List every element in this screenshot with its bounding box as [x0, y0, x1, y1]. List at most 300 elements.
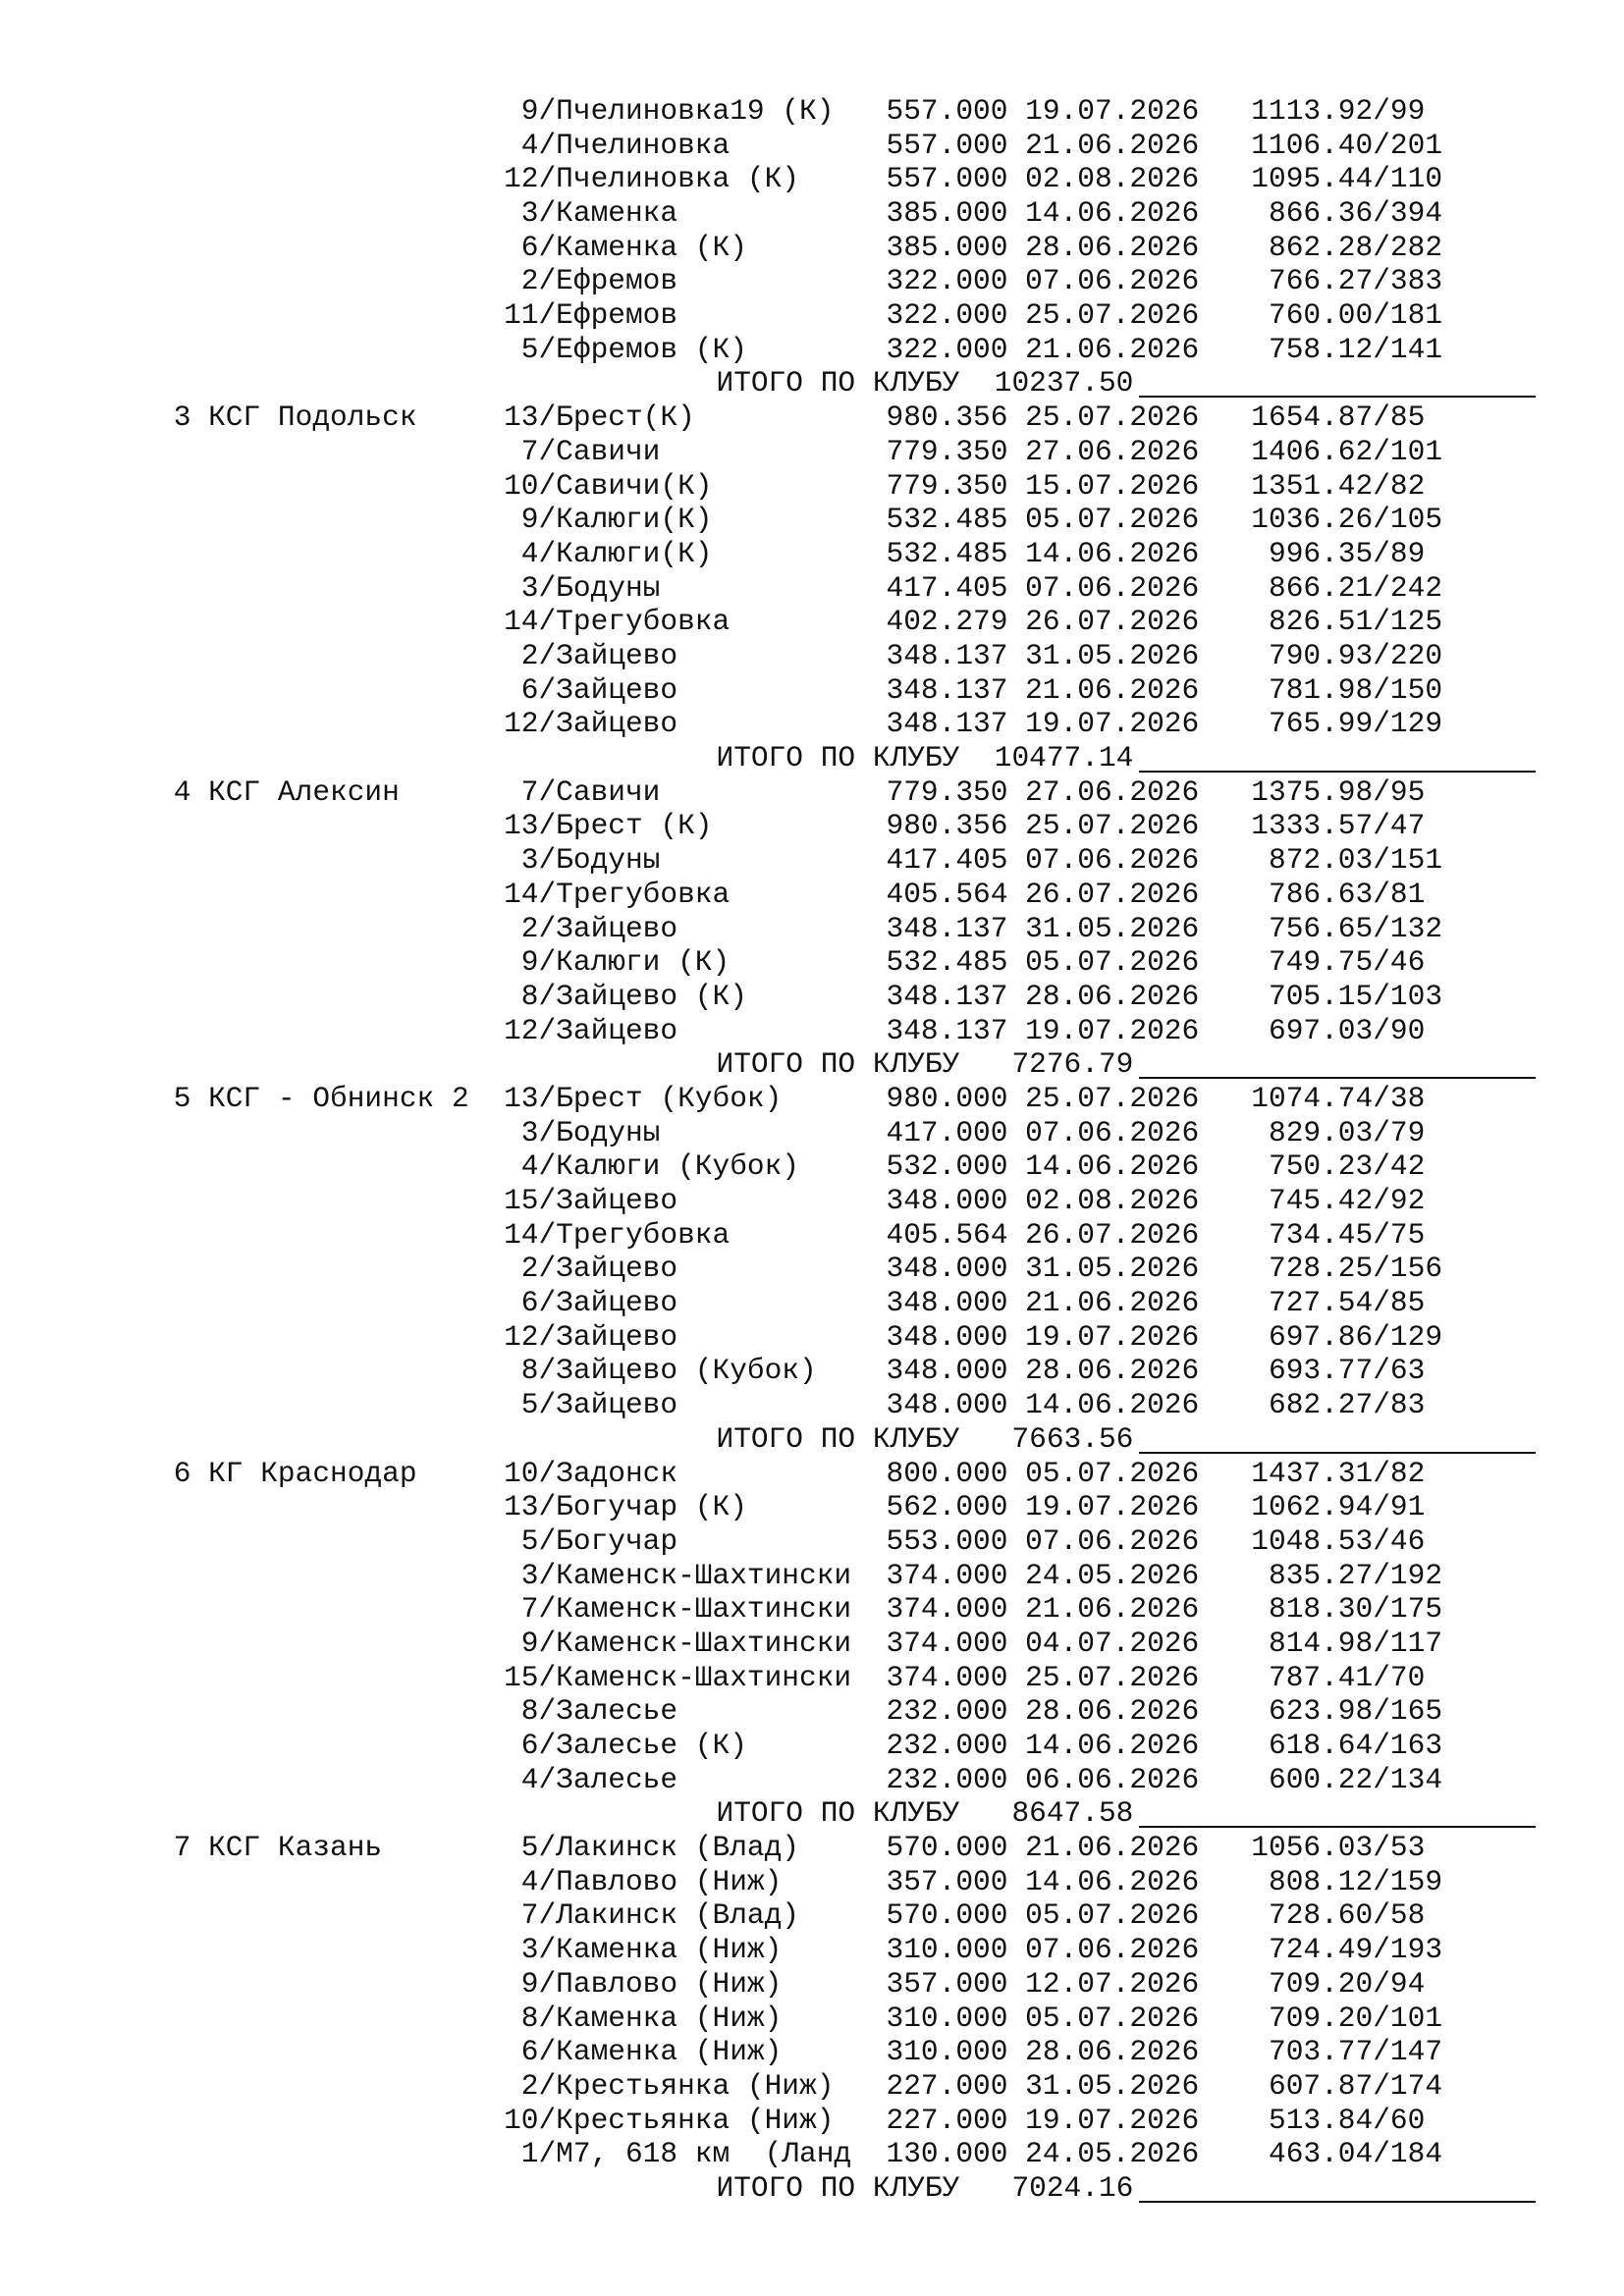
race-result: 787.41/70	[1251, 1660, 1426, 1694]
result-row	[156, 469, 1442, 504]
race-result: 1036.26/105	[1251, 503, 1443, 537]
race-date: 31.05.2026	[1025, 2068, 1200, 2103]
race-date: 19.07.2026	[1025, 94, 1200, 128]
race-distance: 532.485	[886, 536, 1008, 570]
result-row	[156, 298, 1442, 333]
result-row	[156, 94, 1442, 129]
race-name: 3/Бодуны	[504, 570, 661, 605]
result-row	[156, 264, 1442, 298]
race-name: 9/Каменск-Шахтински	[504, 1626, 852, 1660]
race-name: 12/Зайцево	[504, 1013, 678, 1047]
race-result: 1062.94/91	[1251, 1490, 1426, 1524]
result-row	[156, 673, 1442, 708]
club-total-line	[156, 367, 1442, 401]
race-date: 21.06.2026	[1025, 672, 1200, 707]
race-distance: 532.000	[886, 1149, 1008, 1184]
race-result: 866.36/394	[1251, 196, 1443, 231]
race-result: 749.75/46	[1251, 945, 1426, 980]
result-row	[156, 333, 1442, 367]
race-date: 21.06.2026	[1025, 1286, 1200, 1320]
race-distance: 232.000	[886, 1762, 1008, 1796]
total-value: 7024.16	[994, 2170, 1134, 2205]
race-result: 758.12/141	[1251, 332, 1443, 366]
result-row	[156, 503, 1442, 537]
race-result: 709.20/101	[1251, 2001, 1443, 2035]
race-name: 9/Павлово (Ниж)	[504, 1966, 783, 2001]
race-name: 8/Каменка (Ниж)	[504, 2001, 783, 2035]
race-result: 623.98/165	[1251, 1694, 1443, 1729]
race-distance: 570.000	[886, 1898, 1008, 1933]
race-result: 766.27/383	[1251, 264, 1443, 298]
race-distance: 557.000	[886, 94, 1008, 128]
race-result: 790.93/220	[1251, 639, 1443, 672]
race-distance: 322.000	[886, 298, 1008, 333]
race-distance: 348.137	[886, 639, 1008, 672]
race-distance: 374.000	[886, 1626, 1008, 1660]
race-name: 5/Богучар	[504, 1523, 678, 1558]
race-result: 728.60/58	[1251, 1898, 1426, 1933]
result-row	[156, 878, 1442, 912]
total-label: ИТОГО ПО КЛУБУ	[716, 1421, 960, 1456]
result-row	[156, 1014, 1442, 1048]
race-distance: 779.350	[886, 468, 1008, 503]
race-name: 10/Савичи(К)	[504, 468, 713, 503]
club-total-line	[156, 741, 1442, 775]
race-date: 04.07.2026	[1025, 1626, 1200, 1660]
club-total	[156, 741, 1139, 775]
total-label: ИТОГО ПО КЛУБУ	[716, 1796, 960, 1831]
race-distance: 348.137	[886, 911, 1008, 945]
result-row	[156, 129, 1442, 163]
race-distance: 348.000	[886, 1252, 1008, 1286]
race-date: 14.06.2026	[1025, 1149, 1200, 1184]
race-name: 10/Крестьянка (Ниж)	[504, 2103, 835, 2137]
race-distance: 348.000	[886, 1184, 1008, 1217]
race-date: 28.06.2026	[1025, 2035, 1200, 2069]
race-name: 5/Ефремов (К)	[504, 332, 747, 366]
race-name: 2/Зайцево	[504, 1252, 678, 1286]
result-row	[156, 912, 1442, 946]
result-row	[156, 843, 1442, 878]
race-distance: 417.000	[886, 1115, 1008, 1149]
race-name: 4/Калюги(К)	[504, 536, 713, 570]
race-name: 12/Зайцево	[504, 707, 678, 741]
race-distance: 557.000	[886, 128, 1008, 162]
race-name: 2/Ефремов	[504, 264, 678, 298]
race-distance: 553.000	[886, 1523, 1008, 1558]
club-total-line	[156, 1047, 1442, 1082]
result-row	[156, 1252, 1442, 1286]
race-result: 697.03/90	[1251, 1013, 1426, 1047]
race-date: 25.07.2026	[1025, 1660, 1200, 1694]
result-row	[156, 1320, 1442, 1355]
race-result: 1113.92/99	[1251, 94, 1426, 128]
race-date: 28.06.2026	[1025, 1694, 1200, 1729]
result-row	[156, 1694, 1442, 1729]
result-row	[156, 1218, 1442, 1253]
race-result: 818.30/175	[1251, 1592, 1443, 1627]
race-result: 814.98/117	[1251, 1626, 1443, 1660]
result-row	[156, 1286, 1442, 1320]
race-name: 7/Каменск-Шахтински	[504, 1592, 852, 1627]
race-name: 7/Лакинск (Влад)	[504, 1898, 800, 1933]
race-name: 9/Пчелиновка19 (К)	[504, 94, 835, 128]
race-distance: 348.137	[886, 672, 1008, 707]
race-result: 1074.74/38	[1251, 1081, 1426, 1115]
race-result: 996.35/89	[1251, 536, 1426, 570]
race-result: 734.45/75	[1251, 1217, 1426, 1252]
race-distance: 779.350	[886, 774, 1008, 809]
race-distance: 980.000	[886, 1081, 1008, 1115]
race-distance: 417.405	[886, 570, 1008, 605]
club-name: 3 КСГ Подольск	[156, 400, 417, 435]
race-date: 19.07.2026	[1025, 2103, 1200, 2137]
total-value: 10237.50	[994, 366, 1134, 400]
result-row	[156, 1592, 1442, 1627]
race-date: 26.07.2026	[1025, 605, 1200, 639]
result-row	[156, 809, 1442, 843]
race-name: 4/Залесье	[504, 1762, 678, 1796]
race-result: 1406.62/101	[1251, 434, 1443, 468]
race-date: 07.06.2026	[1025, 843, 1200, 878]
race-name: 14/Трегубовка	[504, 1217, 731, 1252]
result-row	[156, 1831, 1442, 1865]
race-name: 9/Калюги (К)	[504, 945, 731, 980]
race-distance: 130.000	[886, 2137, 1008, 2171]
club-name: 5 КСГ - Обнинск 2	[156, 1081, 469, 1115]
result-row	[156, 2035, 1442, 2069]
race-distance: 232.000	[886, 1729, 1008, 1762]
race-distance: 348.000	[886, 1354, 1008, 1388]
result-row	[156, 1082, 1442, 1116]
race-name: 12/Пчелиновка (К)	[504, 162, 800, 196]
race-distance: 232.000	[886, 1694, 1008, 1729]
result-row	[156, 605, 1442, 639]
club-total	[156, 366, 1139, 400]
race-result: 765.99/129	[1251, 707, 1443, 741]
race-name: 4/Павлово (Ниж)	[504, 1864, 783, 1898]
total-label: ИТОГО ПО КЛУБУ	[716, 2170, 960, 2205]
race-result: 866.21/242	[1251, 570, 1443, 605]
race-date: 25.07.2026	[1025, 809, 1200, 843]
race-result: 463.04/184	[1251, 2137, 1443, 2171]
race-date: 05.07.2026	[1025, 945, 1200, 980]
race-distance: 532.485	[886, 503, 1008, 537]
result-row	[156, 571, 1442, 606]
results-document	[156, 94, 1442, 2206]
race-date: 21.06.2026	[1025, 1592, 1200, 1627]
race-name: 10/Задонск	[504, 1456, 678, 1490]
result-row	[156, 1729, 1442, 1763]
total-label: ИТОГО ПО КЛУБУ	[716, 741, 960, 775]
race-name: 9/Калюги(К)	[504, 503, 713, 537]
race-date: 05.07.2026	[1025, 2001, 1200, 2035]
race-name: 13/Брест(К)	[504, 400, 695, 435]
result-row	[156, 1865, 1442, 1899]
race-date: 14.06.2026	[1025, 196, 1200, 231]
race-date: 28.06.2026	[1025, 230, 1200, 264]
club-total	[156, 1796, 1139, 1831]
result-row	[156, 1184, 1442, 1218]
club-total-line	[156, 1796, 1442, 1831]
race-date: 05.07.2026	[1025, 1456, 1200, 1490]
result-row	[156, 400, 1442, 435]
race-name: 6/Каменка (Ниж)	[504, 2035, 783, 2069]
race-distance: 227.000	[886, 2103, 1008, 2137]
total-label: ИТОГО ПО КЛУБУ	[716, 366, 960, 400]
race-result: 1106.40/201	[1251, 128, 1443, 162]
race-name: 2/Зайцево	[504, 639, 678, 672]
race-name: 14/Трегубовка	[504, 877, 731, 911]
club-name: 6 КГ Краснодар	[156, 1456, 417, 1490]
race-result: 709.20/94	[1251, 1966, 1426, 2001]
race-distance: 357.000	[886, 1966, 1008, 2001]
race-date: 21.06.2026	[1025, 128, 1200, 162]
race-result: 1375.98/95	[1251, 774, 1426, 809]
race-distance: 322.000	[886, 264, 1008, 298]
race-name: 3/Бодуны	[504, 1115, 661, 1149]
race-distance: 348.137	[886, 1013, 1008, 1047]
race-date: 07.06.2026	[1025, 1523, 1200, 1558]
race-name: 4/Пчелиновка	[504, 128, 731, 162]
race-date: 27.06.2026	[1025, 774, 1200, 809]
race-result: 705.15/103	[1251, 979, 1443, 1013]
result-row	[156, 1388, 1442, 1422]
race-name: 14/Трегубовка	[504, 605, 731, 639]
race-result: 1056.03/53	[1251, 1831, 1426, 1865]
race-date: 07.06.2026	[1025, 570, 1200, 605]
race-distance: 322.000	[886, 332, 1008, 366]
race-result: 607.87/174	[1251, 2068, 1443, 2103]
race-name: 8/Зайцево (Кубок)	[504, 1354, 817, 1388]
race-date: 02.08.2026	[1025, 162, 1200, 196]
race-name: 6/Залесье (К)	[504, 1729, 747, 1762]
race-result: 600.22/134	[1251, 1762, 1443, 1796]
race-date: 24.05.2026	[1025, 2137, 1200, 2171]
total-value: 7663.56	[994, 1421, 1134, 1456]
race-date: 06.06.2026	[1025, 1762, 1200, 1796]
race-date: 25.07.2026	[1025, 298, 1200, 333]
result-row	[156, 1627, 1442, 1661]
race-distance: 348.137	[886, 707, 1008, 741]
race-date: 28.06.2026	[1025, 1354, 1200, 1388]
race-name: 6/Каменка (К)	[504, 230, 747, 264]
race-date: 07.06.2026	[1025, 264, 1200, 298]
race-date: 14.06.2026	[1025, 1729, 1200, 1762]
race-date: 15.07.2026	[1025, 468, 1200, 503]
race-name: 3/Каменка (Ниж)	[504, 1933, 783, 1967]
race-result: 756.65/132	[1251, 911, 1443, 945]
race-date: 27.06.2026	[1025, 434, 1200, 468]
race-result: 829.03/79	[1251, 1115, 1426, 1149]
club-total	[156, 1047, 1139, 1082]
race-distance: 348.137	[886, 979, 1008, 1013]
result-row	[156, 1149, 1442, 1184]
result-row	[156, 1457, 1442, 1491]
race-date: 25.07.2026	[1025, 400, 1200, 435]
total-value: 8647.58	[994, 1796, 1134, 1831]
race-date: 19.07.2026	[1025, 1490, 1200, 1524]
race-name: 2/Крестьянка (Ниж)	[504, 2068, 835, 2103]
race-result: 703.77/147	[1251, 2035, 1443, 2069]
race-distance: 570.000	[886, 1831, 1008, 1865]
race-date: 19.07.2026	[1025, 1013, 1200, 1047]
race-distance: 348.000	[886, 1319, 1008, 1354]
race-name: 2/Зайцево	[504, 911, 678, 945]
race-result: 682.27/83	[1251, 1388, 1426, 1422]
race-result: 1095.44/110	[1251, 162, 1443, 196]
race-name: 5/Зайцево	[504, 1388, 678, 1422]
result-row	[156, 1763, 1442, 1797]
race-name: 6/Зайцево	[504, 672, 678, 707]
result-row	[156, 1490, 1442, 1524]
race-date: 26.07.2026	[1025, 877, 1200, 911]
race-distance: 374.000	[886, 1558, 1008, 1592]
race-result: 781.98/150	[1251, 672, 1443, 707]
race-result: 1048.53/46	[1251, 1523, 1426, 1558]
race-date: 14.06.2026	[1025, 1388, 1200, 1422]
result-row	[156, 2104, 1442, 2138]
result-row	[156, 707, 1442, 741]
race-distance: 348.000	[886, 1388, 1008, 1422]
race-result: 724.49/193	[1251, 1933, 1443, 1967]
race-date: 24.05.2026	[1025, 1558, 1200, 1592]
race-distance: 405.564	[886, 1217, 1008, 1252]
race-distance: 405.564	[886, 877, 1008, 911]
race-date: 26.07.2026	[1025, 1217, 1200, 1252]
race-result: 1333.57/47	[1251, 809, 1426, 843]
result-row	[156, 980, 1442, 1014]
race-name: 7/Савичи	[504, 434, 661, 468]
race-date: 21.06.2026	[1025, 332, 1200, 366]
race-distance: 557.000	[886, 162, 1008, 196]
race-name: 6/Зайцево	[504, 1286, 678, 1320]
result-row	[156, 231, 1442, 265]
race-result: 760.00/181	[1251, 298, 1443, 333]
race-name: 7/Савичи	[504, 774, 661, 809]
race-distance: 357.000	[886, 1864, 1008, 1898]
race-name: 11/Ефремов	[504, 298, 678, 333]
race-distance: 402.279	[886, 605, 1008, 639]
result-row	[156, 1116, 1442, 1150]
club-name: 7 КСГ Казань	[156, 1831, 383, 1865]
race-date: 07.06.2026	[1025, 1115, 1200, 1149]
total-value: 7276.79	[994, 1047, 1134, 1082]
result-row	[156, 537, 1442, 571]
race-name: 3/Каменск-Шахтински	[504, 1558, 852, 1592]
race-date: 25.07.2026	[1025, 1081, 1200, 1115]
club-total	[156, 2171, 1139, 2206]
race-result: 693.77/63	[1251, 1354, 1426, 1388]
result-row	[156, 2002, 1442, 2036]
race-result: 862.28/282	[1251, 230, 1443, 264]
race-distance: 385.000	[886, 196, 1008, 231]
race-distance: 562.000	[886, 1490, 1008, 1524]
race-result: 745.42/92	[1251, 1184, 1426, 1217]
race-date: 12.07.2026	[1025, 1966, 1200, 2001]
race-date: 31.05.2026	[1025, 1252, 1200, 1286]
result-row	[156, 1661, 1442, 1695]
race-name: 13/Брест (К)	[504, 809, 713, 843]
race-result: 808.12/159	[1251, 1864, 1443, 1898]
club-total-line	[156, 1422, 1442, 1457]
race-date: 05.07.2026	[1025, 503, 1200, 537]
race-date: 31.05.2026	[1025, 639, 1200, 672]
race-result: 618.64/163	[1251, 1729, 1443, 1762]
result-row	[156, 639, 1442, 673]
result-row	[156, 775, 1442, 810]
result-row	[156, 1354, 1442, 1388]
result-row	[156, 162, 1442, 196]
race-name: 4/Калюги (Кубок)	[504, 1149, 800, 1184]
result-row	[156, 1933, 1442, 1967]
race-distance: 227.000	[886, 2068, 1008, 2103]
club-total	[156, 1422, 1139, 1457]
race-distance: 374.000	[886, 1660, 1008, 1694]
race-name: 13/Брест (Кубок)	[504, 1081, 783, 1115]
race-name: 8/Зайцево (К)	[504, 979, 747, 1013]
race-name: 15/Зайцево	[504, 1184, 678, 1217]
race-distance: 374.000	[886, 1592, 1008, 1627]
race-name: 15/Каменск-Шахтински	[504, 1660, 852, 1694]
total-label: ИТОГО ПО КЛУБУ	[716, 1047, 960, 1082]
race-date: 07.06.2026	[1025, 1933, 1200, 1967]
race-date: 28.06.2026	[1025, 979, 1200, 1013]
race-name: 3/Бодуны	[504, 843, 661, 878]
race-distance: 310.000	[886, 2001, 1008, 2035]
club-total-line	[156, 2171, 1442, 2206]
race-name: 12/Зайцево	[504, 1319, 678, 1354]
race-name: 8/Залесье	[504, 1694, 678, 1729]
race-result: 786.63/81	[1251, 877, 1426, 911]
race-distance: 800.000	[886, 1456, 1008, 1490]
race-distance: 310.000	[886, 2035, 1008, 2069]
race-name: 5/Лакинск (Влад)	[504, 1831, 800, 1865]
race-date: 31.05.2026	[1025, 911, 1200, 945]
race-distance: 417.405	[886, 843, 1008, 878]
race-result: 727.54/85	[1251, 1286, 1426, 1320]
race-date: 14.06.2026	[1025, 1864, 1200, 1898]
result-row	[156, 1967, 1442, 2002]
race-date: 21.06.2026	[1025, 1831, 1200, 1865]
race-result: 513.84/60	[1251, 2103, 1426, 2137]
race-distance: 980.356	[886, 400, 1008, 435]
result-row	[156, 2137, 1442, 2171]
race-result: 728.25/156	[1251, 1252, 1443, 1286]
total-value: 10477.14	[994, 741, 1134, 775]
race-name: 13/Богучар (К)	[504, 1490, 747, 1524]
race-date: 05.07.2026	[1025, 1898, 1200, 1933]
result-row	[156, 196, 1442, 231]
race-result: 872.03/151	[1251, 843, 1443, 878]
result-row	[156, 435, 1442, 469]
race-name: 3/Каменка	[504, 196, 678, 231]
race-result: 697.86/129	[1251, 1319, 1443, 1354]
race-result: 835.27/192	[1251, 1558, 1443, 1592]
result-row	[156, 2069, 1442, 2104]
race-result: 1351.42/82	[1251, 468, 1426, 503]
race-result: 826.51/125	[1251, 605, 1443, 639]
race-date: 02.08.2026	[1025, 1184, 1200, 1217]
race-distance: 385.000	[886, 230, 1008, 264]
result-row	[156, 945, 1442, 980]
race-date: 19.07.2026	[1025, 1319, 1200, 1354]
race-result: 1437.31/82	[1251, 1456, 1426, 1490]
race-distance: 310.000	[886, 1933, 1008, 1967]
result-row	[156, 1524, 1442, 1559]
result-row	[156, 1559, 1442, 1593]
race-distance: 779.350	[886, 434, 1008, 468]
